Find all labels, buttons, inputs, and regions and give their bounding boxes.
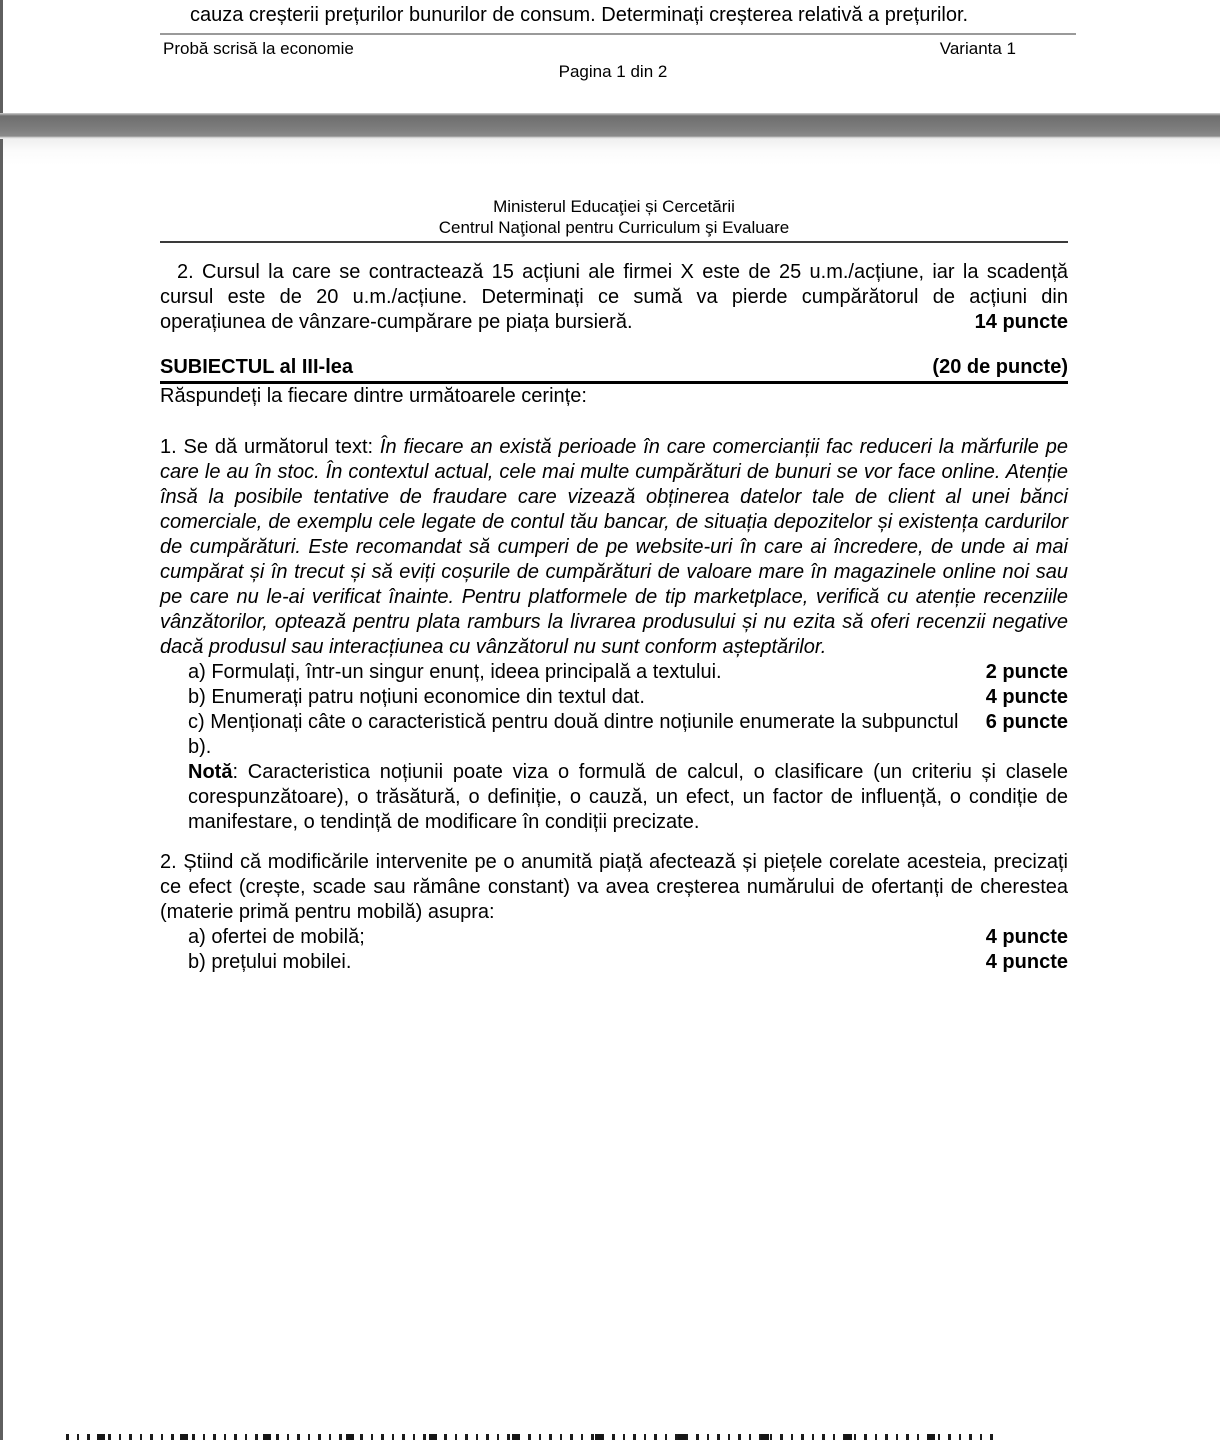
item-1-text-paragraph [160, 435, 1068, 660]
page1-footer-rule [160, 33, 1076, 35]
item-1-line: însă la posibile tentative de fraudare care vizează obținerea datelor tale de client al unei bănci [160, 486, 1068, 508]
item-1-note [160, 760, 1068, 835]
item-2-last-line: (materie primă pentru mobilă) asupra: [160, 901, 495, 923]
question-2-line: cursul este de 20 u.m./acțiune. Determinați ce sumă va pierde cumpărătorul de acțiuni din [160, 286, 1068, 308]
note-line-1 [188, 760, 1068, 785]
note-line-1-text: : Caracteristica noțiunii poate viza o formulă de calcul, o clasificare (un criteriu și clasele [232, 761, 1068, 783]
item-1c-points: 6 puncte [985, 711, 1068, 733]
item-1b [160, 685, 1068, 710]
item-2a [160, 925, 1068, 950]
subject-3-heading [160, 355, 1068, 384]
item-1-line-1 [160, 435, 1068, 460]
clipped-text-line [66, 1434, 1000, 1440]
item-1-last-line: dacă produsul sau interacțiunea cu vânzătorul nu sunt conform așteptărilor. [160, 636, 827, 658]
item-1c-label: c) Menționați câte o caracteristică pentru două dintre noțiunile enumerate la subpunctul b). [188, 711, 959, 758]
page1-footer [163, 38, 1016, 59]
item-1-line: cumpărat și în trecut și să eviți coșurile de cumpărături de valoare mare în magazinele online noi sau [160, 561, 1068, 583]
item-2-paragraph [160, 850, 1068, 925]
note-label: Notă [188, 761, 233, 783]
page-separator [0, 113, 1220, 139]
item-1-line: vânzătorilor, optează pentru plata ramburs la livrarea produsului și nu ezita să oferi recenzii negative [160, 611, 1068, 633]
page-1 [0, 0, 1220, 113]
item-1c [160, 710, 1068, 760]
item-2b [160, 950, 1068, 975]
footer-exam-title: Probă scrisă la economie [163, 39, 354, 58]
item-1-line: pe care nu le-ai verificat înainte. Pentru platformele de tip marketplace, verifică cu atenție recenziile [160, 586, 1068, 608]
item-1a-label: a) Formulați, într-un singur enunț, ideea principală a textului. [188, 661, 722, 683]
item-1b-label: b) Enumerați patru noțiuni economice din textul dat. [188, 686, 645, 708]
header-rule [160, 241, 1068, 243]
question-2-previous-subject [160, 260, 1068, 335]
item-1a-points: 2 puncte [985, 661, 1068, 683]
question-2-line: 2. Cursul la care se contractează 15 acțiuni ale firmei X este de 25 u.m./acțiune, iar la scadență [177, 261, 1068, 283]
question-2-last-line [160, 310, 1068, 335]
page2-content [160, 139, 1068, 975]
page-2 [0, 139, 1220, 1440]
subject-3-points: (20 de puncte) [932, 356, 1068, 378]
item-1a [160, 660, 1068, 685]
page1-last-line: cauza creșterii prețurilor bunurilor de consum. Determinați creșterea relativă a prețurilor. [190, 4, 969, 26]
footer-variant: Varianta 1 [939, 39, 1016, 58]
item-1-line: care le au în stoc. În contextul actual, cele mai multe cumpărături de bunuri se vor face online. Atenție [160, 461, 1068, 483]
ministry-header [160, 196, 1068, 243]
item-2b-points: 4 puncte [985, 951, 1068, 973]
question-2-line: operațiunea de vânzare-cumpărare pe piața bursieră. [160, 311, 633, 333]
item-1-quoted-text: În fiecare an există perioade în care comercianții fac reduceri la mărfurile pe [379, 436, 1069, 458]
subject-3-title: SUBIECTUL al III-lea [160, 356, 354, 378]
question-2-points: 14 puncte [974, 311, 1068, 333]
item-1-line: comerciale, de exemplu cele legate de contul tău bancar, de situația depozitelor și existența cardurilor [160, 511, 1068, 533]
item-1b-points: 4 puncte [985, 686, 1068, 708]
item-2-line: ce efect (crește, scade sau rămâne constant) va avea creșterea numărului de ofertanți de cherestea [160, 876, 1068, 898]
item-1-prefix: 1. Se dă următorul text: [160, 436, 380, 458]
note-line: corespunzătoare), o trăsătură, o definiție, o cauză, un efect, un factor de influență, o condiție de [188, 786, 1068, 808]
note-last-line: manifestare, o tendință de modificare în condiții precizate. [188, 811, 700, 833]
ministry-header-line1: Ministerul Educaţiei și Cercetării [493, 197, 735, 216]
subject-3-intro: Răspundeți la fiecare dintre următoarele cerințe: [160, 385, 587, 407]
item-1-line: de cumpărături. Este recomandat să cumperi de pe website-uri în care ai încredere, de unde ai mai [160, 536, 1068, 558]
ministry-header-line2: Centrul Naţional pentru Curriculum şi Evaluare [438, 218, 790, 237]
footer-page-number: Pagina 1 din 2 [558, 62, 668, 81]
item-2b-label: b) prețului mobilei. [188, 951, 352, 973]
item-2a-points: 4 puncte [985, 926, 1068, 948]
item-2-line: 2. Știind că modificările intervenite pe o anumită piață afectează și piețele corelate acesteia, precizați [160, 851, 1068, 873]
item-2a-label: a) ofertei de mobilă; [188, 926, 365, 948]
